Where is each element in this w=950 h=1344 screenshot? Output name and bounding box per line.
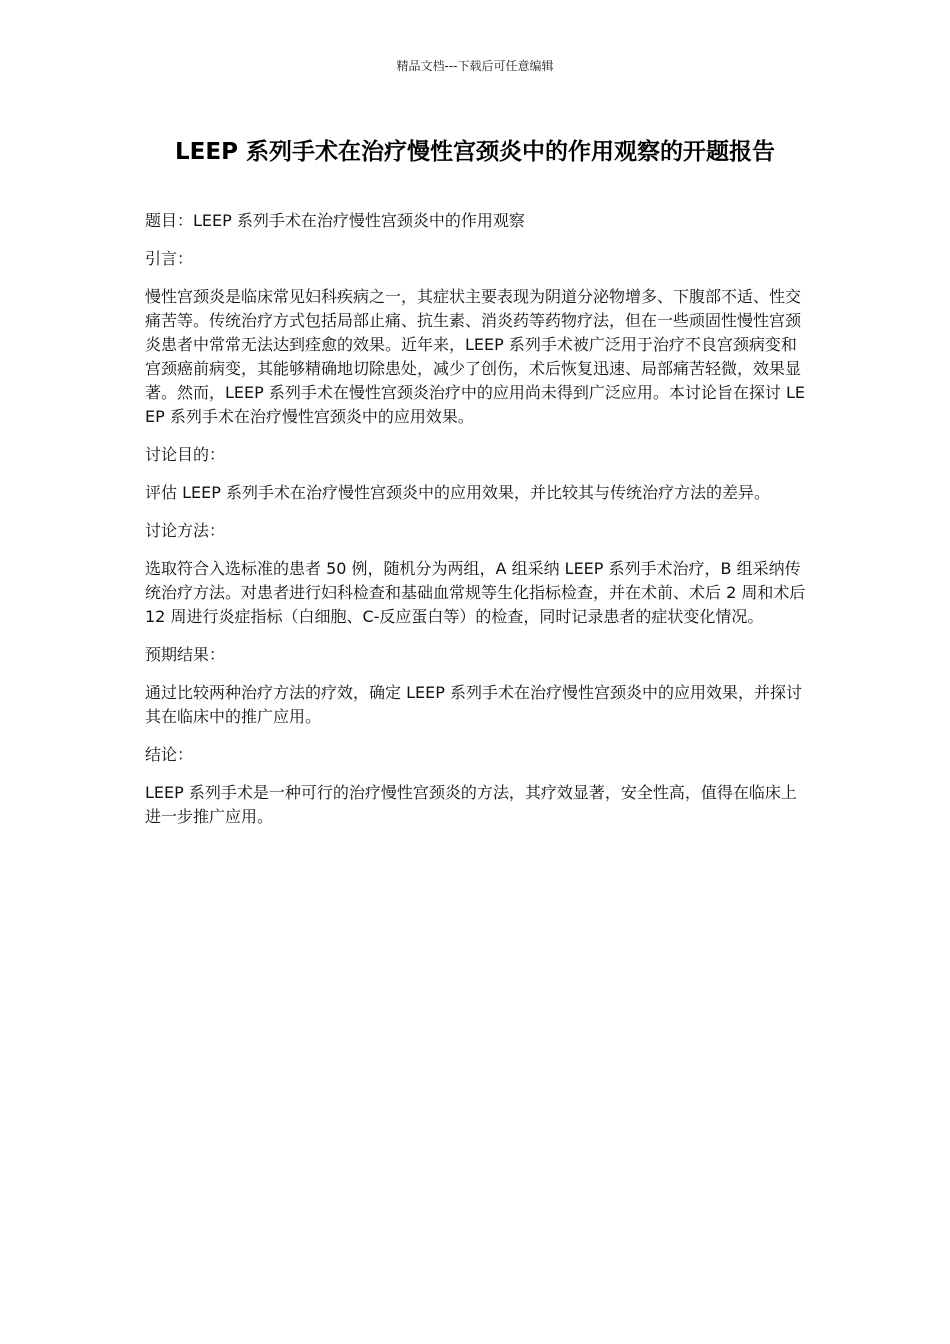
conclusion-paragraph: LEEP 系列手术是一种可行的治疗慢性宫颈炎的方法，其疗效显著，安全性高，值得在临床上进一步推广应用。 [145,783,797,826]
introduction-paragraph: 慢性宫颈炎是临床常见妇科疾病之一，其症状主要表现为阴道分泌物增多、下腹部不适、性交痛苦等。传统治疗方式包括局部止痛、抗生素、消炎药等药物疗法，但在一些顽固性慢性宫颈炎患者中常常无法达到痊愈的效果。近年来，LEEP 系列手术被广泛用于治疗不良宫颈病变和宫颈癌前病变，其能够精确地切除患处，减少了创伤，术后恢复迅速、局部痛苦轻微，效果显著。然而，LEEP 系列手术在慢性宫颈炎治疗中的应用尚未得到广泛应用。本讨论旨在探讨 LEEP 系列手术在治疗慢性宫颈炎中的应用效果。 [145,287,805,426]
document-title: LEEP 系列手术在治疗慢性宫颈炎中的作用观察的开题报告 [175,139,775,165]
topic-line: 题目：LEEP 系列手术在治疗慢性宫颈炎中的作用观察 [145,211,525,230]
method-paragraph: 选取符合入选标准的患者 50 例，随机分为两组，A 组采纳 LEEP 系列手术治疗，B 组采纳传统治疗方法。对患者进行妇科检查和基础血常规等生化指标检查，并在术前、术后 2 周和术后 12 周进行炎症指标（白细胞、C-反应蛋白等）的检查，同时记录患者的症状变化情况。 [145,559,806,626]
page-header: 精品文档---下载后可任意编辑 [396,59,554,73]
section-heading-introduction: 引言： [145,249,194,268]
section-heading-expected-results: 预期结果： [145,645,226,664]
document-body [145,209,807,843]
purpose-paragraph: 评估 LEEP 系列手术在治疗慢性宫颈炎中的应用效果，并比较其与传统治疗方法的差异。 [145,483,770,502]
section-heading-conclusion: 结论： [145,745,194,764]
section-heading-purpose: 讨论目的： [145,445,226,464]
section-heading-method: 讨论方法： [145,521,226,540]
expected-results-paragraph: 通过比较两种治疗方法的疗效，确定 LEEP 系列手术在治疗慢性宫颈炎中的应用效果，并探讨其在临床中的推广应用。 [145,683,802,726]
